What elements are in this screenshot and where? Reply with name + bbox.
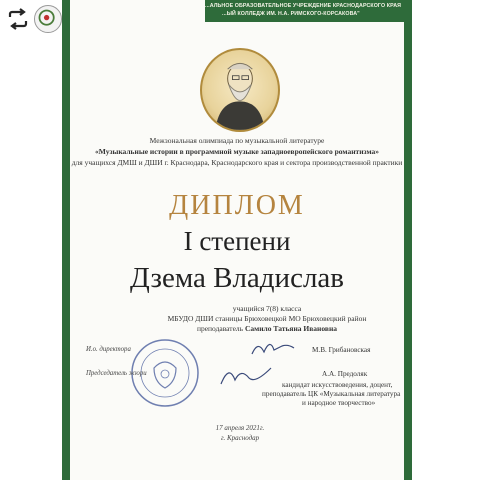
- diploma-degree: I степени: [183, 226, 291, 256]
- participants-line: для учащихся ДМШ и ДШИ г. Краснодара, Краснодарского края и сектора производственной практики: [71, 158, 403, 167]
- teacher-name: Самило Татьяна Ивановна: [244, 324, 338, 333]
- diploma-right-border: [404, 0, 412, 480]
- director-signature: [248, 336, 298, 360]
- director-name: М.В. Грибановская: [312, 346, 371, 354]
- jury-title-2: преподаватель ЦК «Музыкальная литература: [262, 390, 401, 398]
- teacher-prefix: преподаватель: [196, 324, 244, 333]
- jury-title-3: и народное творчество»: [302, 399, 376, 407]
- avatar-icon[interactable]: [34, 5, 62, 33]
- jury-name: А.А. Предоляк: [322, 370, 368, 378]
- olympiad-name: Межзональная олимпиада по музыкальной литературе: [149, 136, 325, 145]
- teacher-line: [100, 324, 434, 333]
- composer-portrait: [200, 48, 280, 132]
- jury-title-1: кандидат искусствоведения, доцент,: [282, 381, 393, 389]
- school-name: МБУДО ДШИ станицы Брюховецкой МО Брюховецкий район: [167, 314, 367, 323]
- diploma-date: 17 апреля 2021г.: [215, 424, 265, 432]
- olympiad-topic: «Музыкальные истории в программной музыке западноевропейского романтизма»: [94, 147, 380, 156]
- student-class: учащийся 7(8) класса: [232, 304, 302, 313]
- diploma-city: г. Краснодар: [220, 434, 260, 442]
- repost-icon[interactable]: [6, 7, 30, 31]
- diploma-left-border: [62, 0, 70, 480]
- header-line-1: ...АЛЬНОЕ ОБРАЗОВАТЕЛЬНОЕ УЧРЕЖДЕНИЕ КРАСНОДАРСКОГО КРАЯ: [205, 3, 402, 9]
- jury-label: Председатель жюри: [86, 370, 147, 377]
- recipient-name: Дзема Владислав: [130, 262, 344, 294]
- header-line-2: ...ЫЙ КОЛЛЕДЖ ИМ. Н.А. РИМСКОГО-КОРСАКОВА": [222, 11, 360, 17]
- director-label: И.о. директора: [86, 346, 131, 353]
- jury-signature: [215, 360, 275, 390]
- diploma-title: ДИПЛОМ: [169, 190, 305, 221]
